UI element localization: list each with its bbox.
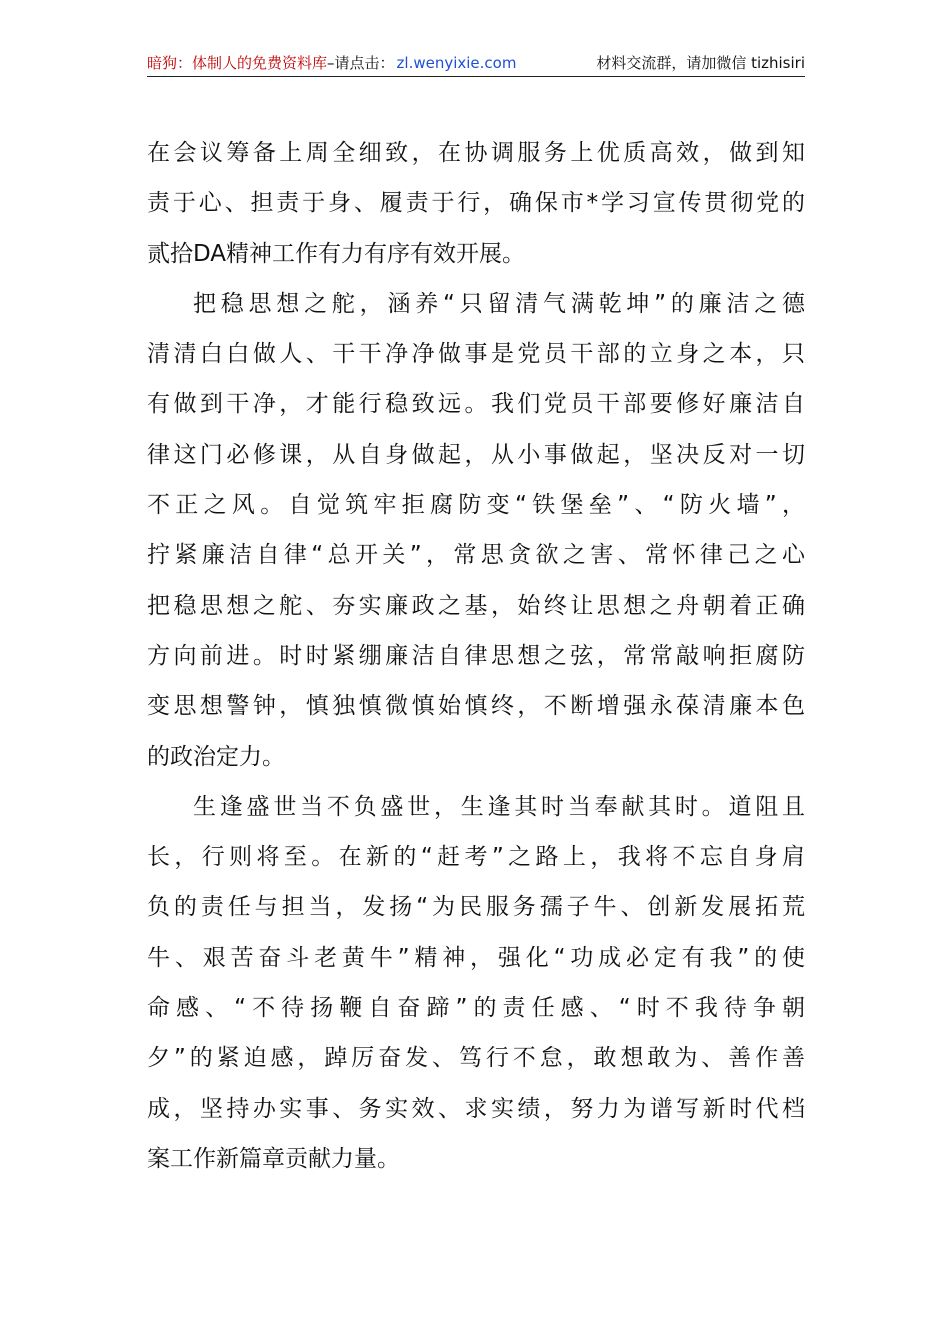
text-line: 案工作新篇章贡献力量。 [147,1145,400,1172]
text-line: 夕”的紧迫感，踔厉奋发、笃行不怠，敢想敢为、善作善 [147,1045,805,1072]
text-line: 有做到干净，才能行稳致远。我们党员干部要修好廉洁自 [147,391,805,418]
text-line: 把稳思想之舵、夯实廉政之基，始终让思想之舟朝着正确 [147,592,805,619]
text-line: 律这门必修课，从自身做起，从小事做起，坚决反对一切 [147,441,805,468]
header-prompt: –请点击： [327,54,395,72]
text-line: 清清白白做人、干干净净做事是党员干部的立身之本，只 [147,341,805,368]
text-line: 拧紧廉洁自律“总开关”，常思贪欲之害、常怀律己之心 [147,542,805,569]
text-line: 的政治定力。 [147,743,285,770]
text-line: 不正之风。自觉筑牢拒腐防变“铁堡垒”、“防火墙”， [147,492,805,519]
text-line: 命感、“不待扬鞭自奋蹄”的责任感、“时不我待争朝 [147,995,805,1022]
text-line: 长，行则将至。在新的“赶考”之路上，我将不忘自身肩 [147,844,805,871]
page-header [147,52,805,77]
header-link[interactable]: zl.wenyixie.com [396,54,517,72]
text-line: 负的责任与担当，发扬“为民服务孺子牛、创新发展拓荒 [147,894,805,921]
text-line: 责于心、担责于身、履责于行，确保市*学习宣传贯彻党的 [147,190,805,217]
text-line: 贰拾DA精神工作有力有序有效开展。 [147,240,526,267]
text-line: 成，坚持办实事、务实效、求实绩，努力为谱写新时代档 [147,1095,805,1122]
text-line: 方向前进。时时紧绷廉洁自律思想之弦，常常敲响拒腐防 [147,642,805,669]
text-line: 生逢盛世当不负盛世，生逢其时当奉献其时。道阻且 [193,793,805,820]
header-group-note: 材料交流群，请加微信 tizhisiri [596,54,805,72]
text-line: 变思想警钟，慎独慎微慎始慎终，不断增强永葆清廉本色 [147,693,805,720]
header-brand: 暗狗：体制人的免费资料库 [147,54,328,72]
text-line: 把稳思想之舵，涵养“只留清气满乾坤”的廉洁之德 [193,290,805,317]
text-line: 在会议筹备上周全细致，在协调服务上优质高效，做到知 [147,140,805,166]
text-line: 牛、艰苦奋斗老黄牛”精神，强化“功成必定有我”的使 [147,944,805,971]
document-body [147,128,805,1184]
